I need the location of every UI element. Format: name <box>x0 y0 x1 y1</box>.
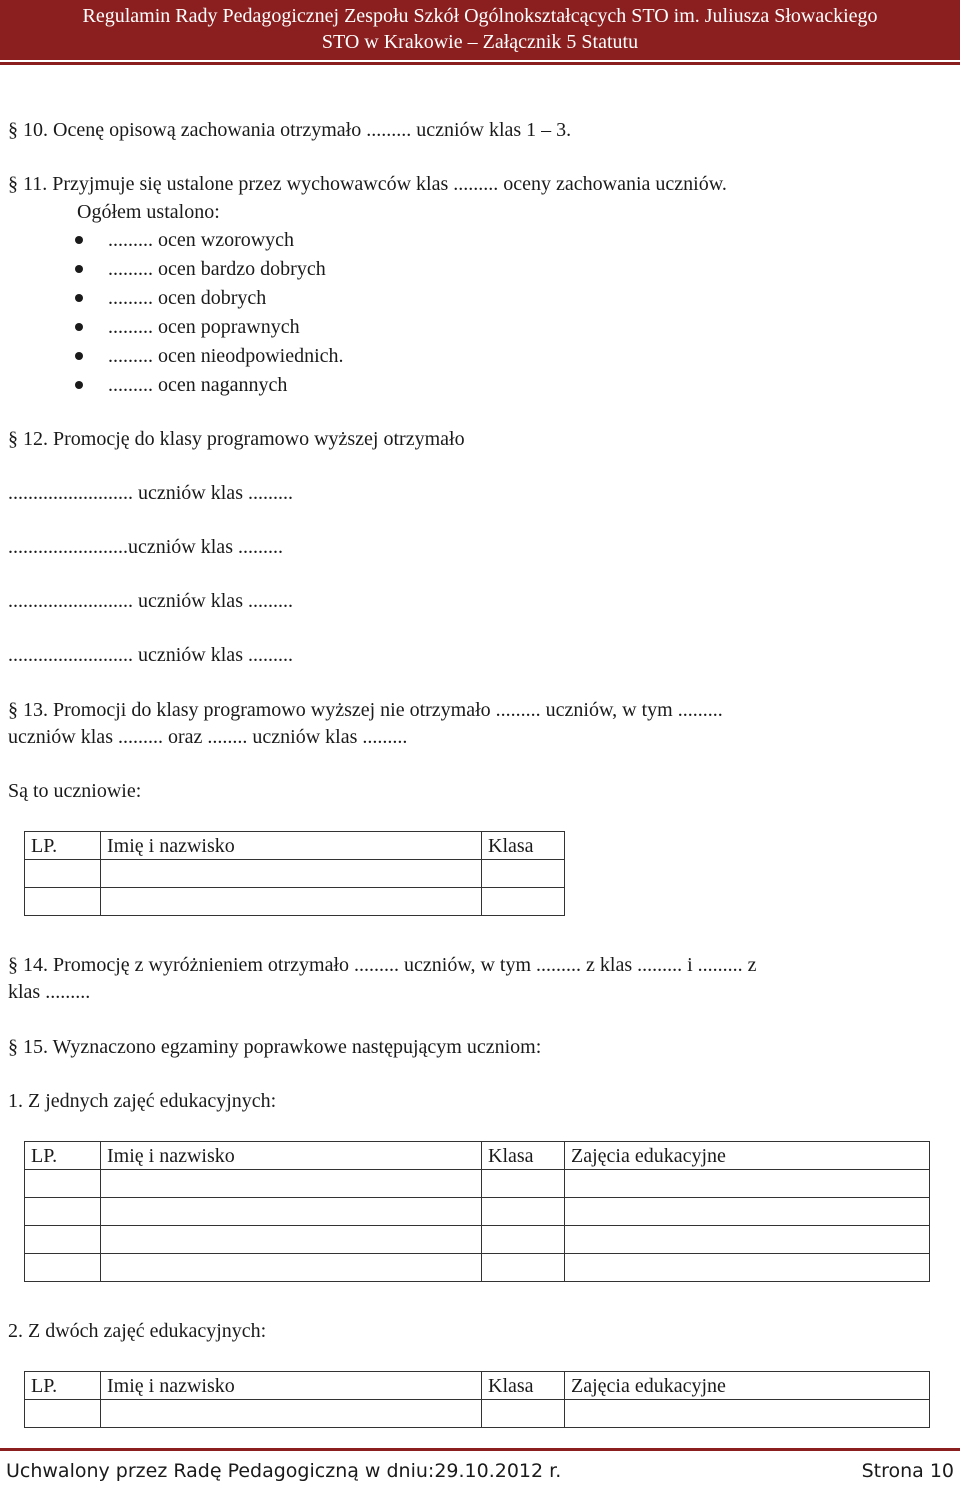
table-cell[interactable] <box>101 1226 482 1254</box>
list-item: ......... ocen wzorowych <box>108 229 295 251</box>
list-item: ......... ocen nieodpowiednich. <box>108 345 344 367</box>
page-number: Strona 10 <box>861 1460 954 1482</box>
table-row <box>25 888 565 916</box>
list-item: ......... ocen poprawnych <box>108 316 300 338</box>
table-cell[interactable] <box>482 1254 565 1282</box>
table-cell[interactable] <box>25 1400 101 1428</box>
table-row <box>25 1400 930 1428</box>
list-item: ......... ocen nagannych <box>108 374 288 396</box>
bullet-icon <box>75 236 83 244</box>
promotion-line: ......................... uczniów klas ......... <box>8 590 293 612</box>
table-header-cell: Klasa <box>482 1142 565 1170</box>
promotion-line: ......................... uczniów klas ......... <box>8 482 293 504</box>
table-cell[interactable] <box>565 1198 930 1226</box>
table-header-cell: Klasa <box>482 1372 565 1400</box>
table-header-cell: Klasa <box>482 832 565 860</box>
table-row <box>25 860 565 888</box>
section-14-line2: klas ......... <box>8 981 91 1003</box>
table-cell[interactable] <box>25 888 101 916</box>
table-header-row <box>25 1142 930 1170</box>
table-header-cell: Imię i nazwisko <box>101 1372 482 1400</box>
table-header-row <box>25 832 565 860</box>
subsection-1: 1. Z jednych zajęć edukacyjnych: <box>8 1090 277 1112</box>
section-13: § 13. Promocji do klasy programowo wyższej nie otrzymało ......... uczniów, w tym ......... <box>8 699 723 721</box>
table-row <box>25 1198 930 1226</box>
table-header-row <box>25 1372 930 1400</box>
table-cell[interactable] <box>482 1400 565 1428</box>
section-13-line3: Są to uczniowie: <box>8 780 142 802</box>
table-cell[interactable] <box>565 1170 930 1198</box>
table-cell[interactable] <box>25 1226 101 1254</box>
bullet-icon <box>75 265 83 273</box>
table-not-promoted <box>24 831 565 916</box>
table-header-cell: LP. <box>25 832 101 860</box>
table-header-cell: Imię i nazwisko <box>101 1142 482 1170</box>
table-cell[interactable] <box>101 1170 482 1198</box>
section-11: § 11. Przyjmuje się ustalone przez wychowawców klas ......... oceny zachowania uczniów. <box>8 173 727 195</box>
table-cell[interactable] <box>101 1254 482 1282</box>
table-one-subject <box>24 1141 930 1282</box>
table-header-cell: Zajęcia edukacyjne <box>565 1372 930 1400</box>
section-12: § 12. Promocję do klasy programowo wyższej otrzymało <box>8 428 465 450</box>
table-header-cell: LP. <box>25 1142 101 1170</box>
footer-divider <box>0 1448 960 1451</box>
table-cell[interactable] <box>565 1400 930 1428</box>
section-10: § 10. Ocenę opisową zachowania otrzymało ......... uczniów klas 1 – 3. <box>8 119 572 141</box>
table-cell[interactable] <box>101 888 482 916</box>
table-cell[interactable] <box>101 1400 482 1428</box>
table-cell[interactable] <box>25 860 101 888</box>
table-cell[interactable] <box>25 1254 101 1282</box>
table-cell[interactable] <box>482 1226 565 1254</box>
list-item: ......... ocen dobrych <box>108 287 267 309</box>
header-title-line1: Regulamin Rady Pedagogicznej Zespołu Szkół Ogólnokształcących STO im. Juliusza Słowackiego <box>82 5 878 27</box>
document-header <box>0 0 960 60</box>
bullet-icon <box>75 323 83 331</box>
section-11-subtitle: Ogółem ustalono: <box>77 201 220 223</box>
promotion-line: ........................uczniów klas ......... <box>8 536 283 558</box>
bullet-icon <box>75 294 83 302</box>
table-cell[interactable] <box>565 1226 930 1254</box>
footer-adoption-date: Uchwalony przez Radę Pedagogiczną w dniu:29.10.2012 r. <box>6 1460 562 1482</box>
table-row <box>25 1254 930 1282</box>
table-cell[interactable] <box>482 1198 565 1226</box>
section-13-line2: uczniów klas ......... oraz ........ uczniów klas ......... <box>8 726 408 748</box>
list-item: ......... ocen bardzo dobrych <box>108 258 326 280</box>
table-row <box>25 1170 930 1198</box>
table-header-cell: Imię i nazwisko <box>101 832 482 860</box>
header-title-line2: STO w Krakowie – Załącznik 5 Statutu <box>321 31 639 53</box>
table-header-cell: LP. <box>25 1372 101 1400</box>
promotion-line: ......................... uczniów klas ......... <box>8 644 293 666</box>
table-cell[interactable] <box>482 860 565 888</box>
table-cell[interactable] <box>482 888 565 916</box>
table-cell[interactable] <box>101 1198 482 1226</box>
table-two-subjects <box>24 1371 930 1428</box>
table-header-cell: Zajęcia edukacyjne <box>565 1142 930 1170</box>
table-row <box>25 1226 930 1254</box>
table-cell[interactable] <box>25 1198 101 1226</box>
bullet-icon <box>75 352 83 360</box>
table-cell[interactable] <box>25 1170 101 1198</box>
section-15: § 15. Wyznaczono egzaminy poprawkowe następującym uczniom: <box>8 1036 542 1058</box>
header-divider <box>0 62 960 65</box>
table-cell[interactable] <box>565 1254 930 1282</box>
table-cell[interactable] <box>101 860 482 888</box>
table-cell[interactable] <box>482 1170 565 1198</box>
bullet-icon <box>75 381 83 389</box>
subsection-2: 2. Z dwóch zajęć edukacyjnych: <box>8 1320 267 1342</box>
section-14: § 14. Promocję z wyróżnieniem otrzymało ......... uczniów, w tym ......... z klas ......... i ......... z <box>8 954 757 976</box>
